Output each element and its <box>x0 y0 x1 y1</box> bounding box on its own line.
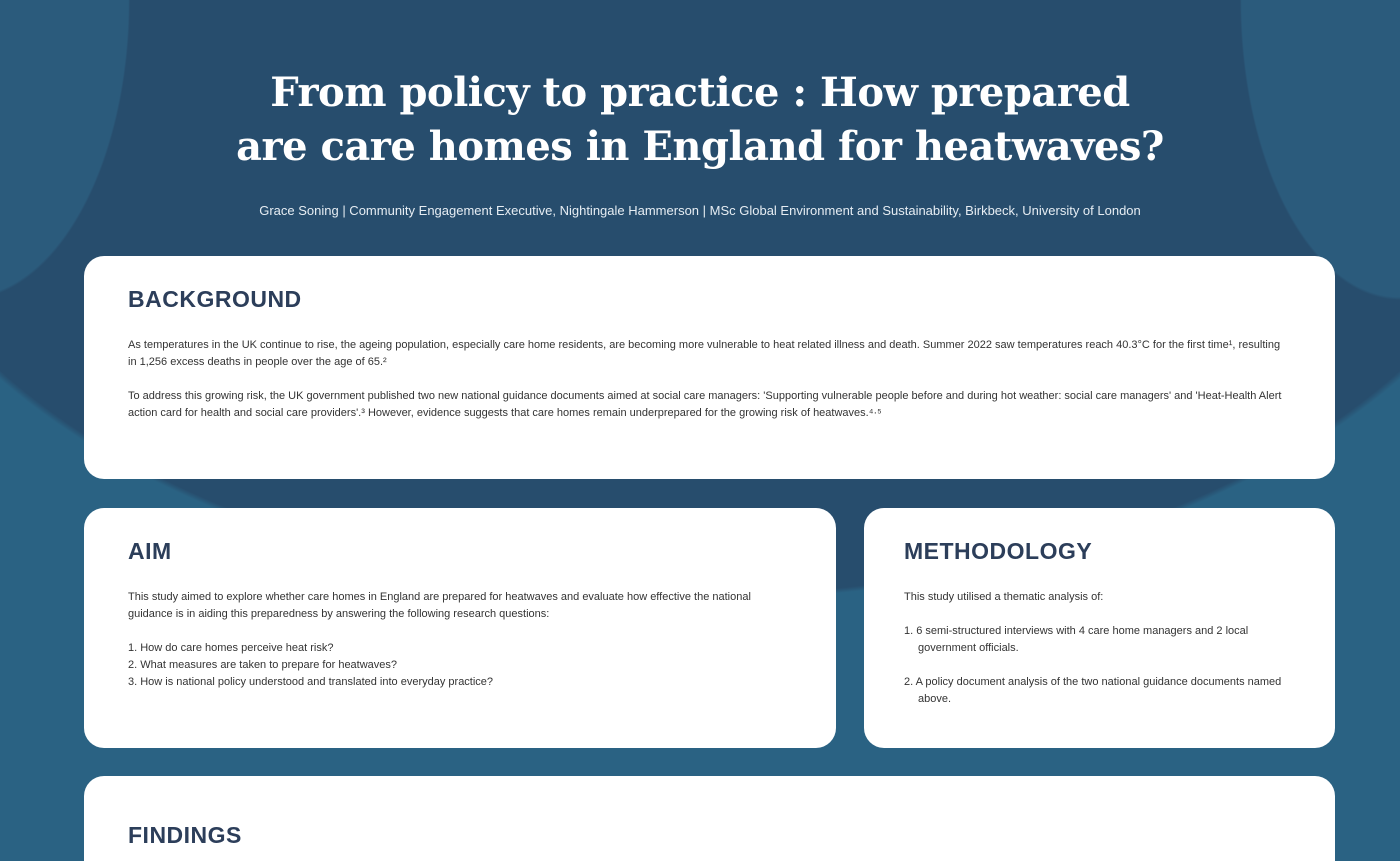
findings-card <box>84 776 1335 861</box>
aim-card <box>84 508 836 748</box>
section-heading: FINDINGS <box>128 822 242 848</box>
authors: Grace Soning | Community Engagement Executive, Nightingale Hammerson | MSc Global Environment and Sustainability, Birkbeck, University of London <box>259 203 1141 218</box>
list-item: 2. A policy document analysis of the two national guidance documents named above. <box>904 676 1282 705</box>
section-heading: AIM <box>128 538 172 564</box>
poster-title <box>0 66 1400 174</box>
paragraph: This study utilised a thematic analysis of: <box>904 591 1104 603</box>
background-card <box>84 256 1335 479</box>
list-item: 1. 6 semi-structured interviews with 4 care home managers and 2 local government officials. <box>904 625 1249 654</box>
paragraph: This study aimed to explore whether care homes in England are prepared for heatwaves and evaluate how effective the national guidance is in aiding this preparedness by answering the following research questions: <box>128 591 751 620</box>
section-heading: METHODOLOGY <box>904 538 1093 564</box>
paragraph: To address this growing risk, the UK government published two new national guidance documents aimed at social care managers: 'Supporting vulnerable people before and during hot weather: social care managers' and 'Heat-Health Alert action card for health and social care providers'.³ However, evidence suggests that care homes remain underprepared for the growing risk of heatwaves.⁴·⁵ <box>128 390 1282 419</box>
question: 2. What measures are taken to prepare for heatwaves? <box>128 659 398 671</box>
methodology-card <box>864 508 1335 748</box>
question: 1. How do care homes perceive heat risk? <box>128 642 334 654</box>
title-line: are care homes in England for heatwaves? <box>236 123 1164 170</box>
paragraph: As temperatures in the UK continue to rise, the ageing population, especially care home residents, are becoming more vulnerable to heat related illness and death. Summer 2022 saw temperatures reach 40.3°C for the first time¹, resulting in 1,256 excess deaths in people over the age of 65.² <box>128 339 1281 368</box>
question: 3. How is national policy understood and translated into everyday practice? <box>128 676 494 688</box>
title-line: From policy to practice : How prepared <box>270 69 1130 116</box>
section-heading: BACKGROUND <box>128 286 302 312</box>
